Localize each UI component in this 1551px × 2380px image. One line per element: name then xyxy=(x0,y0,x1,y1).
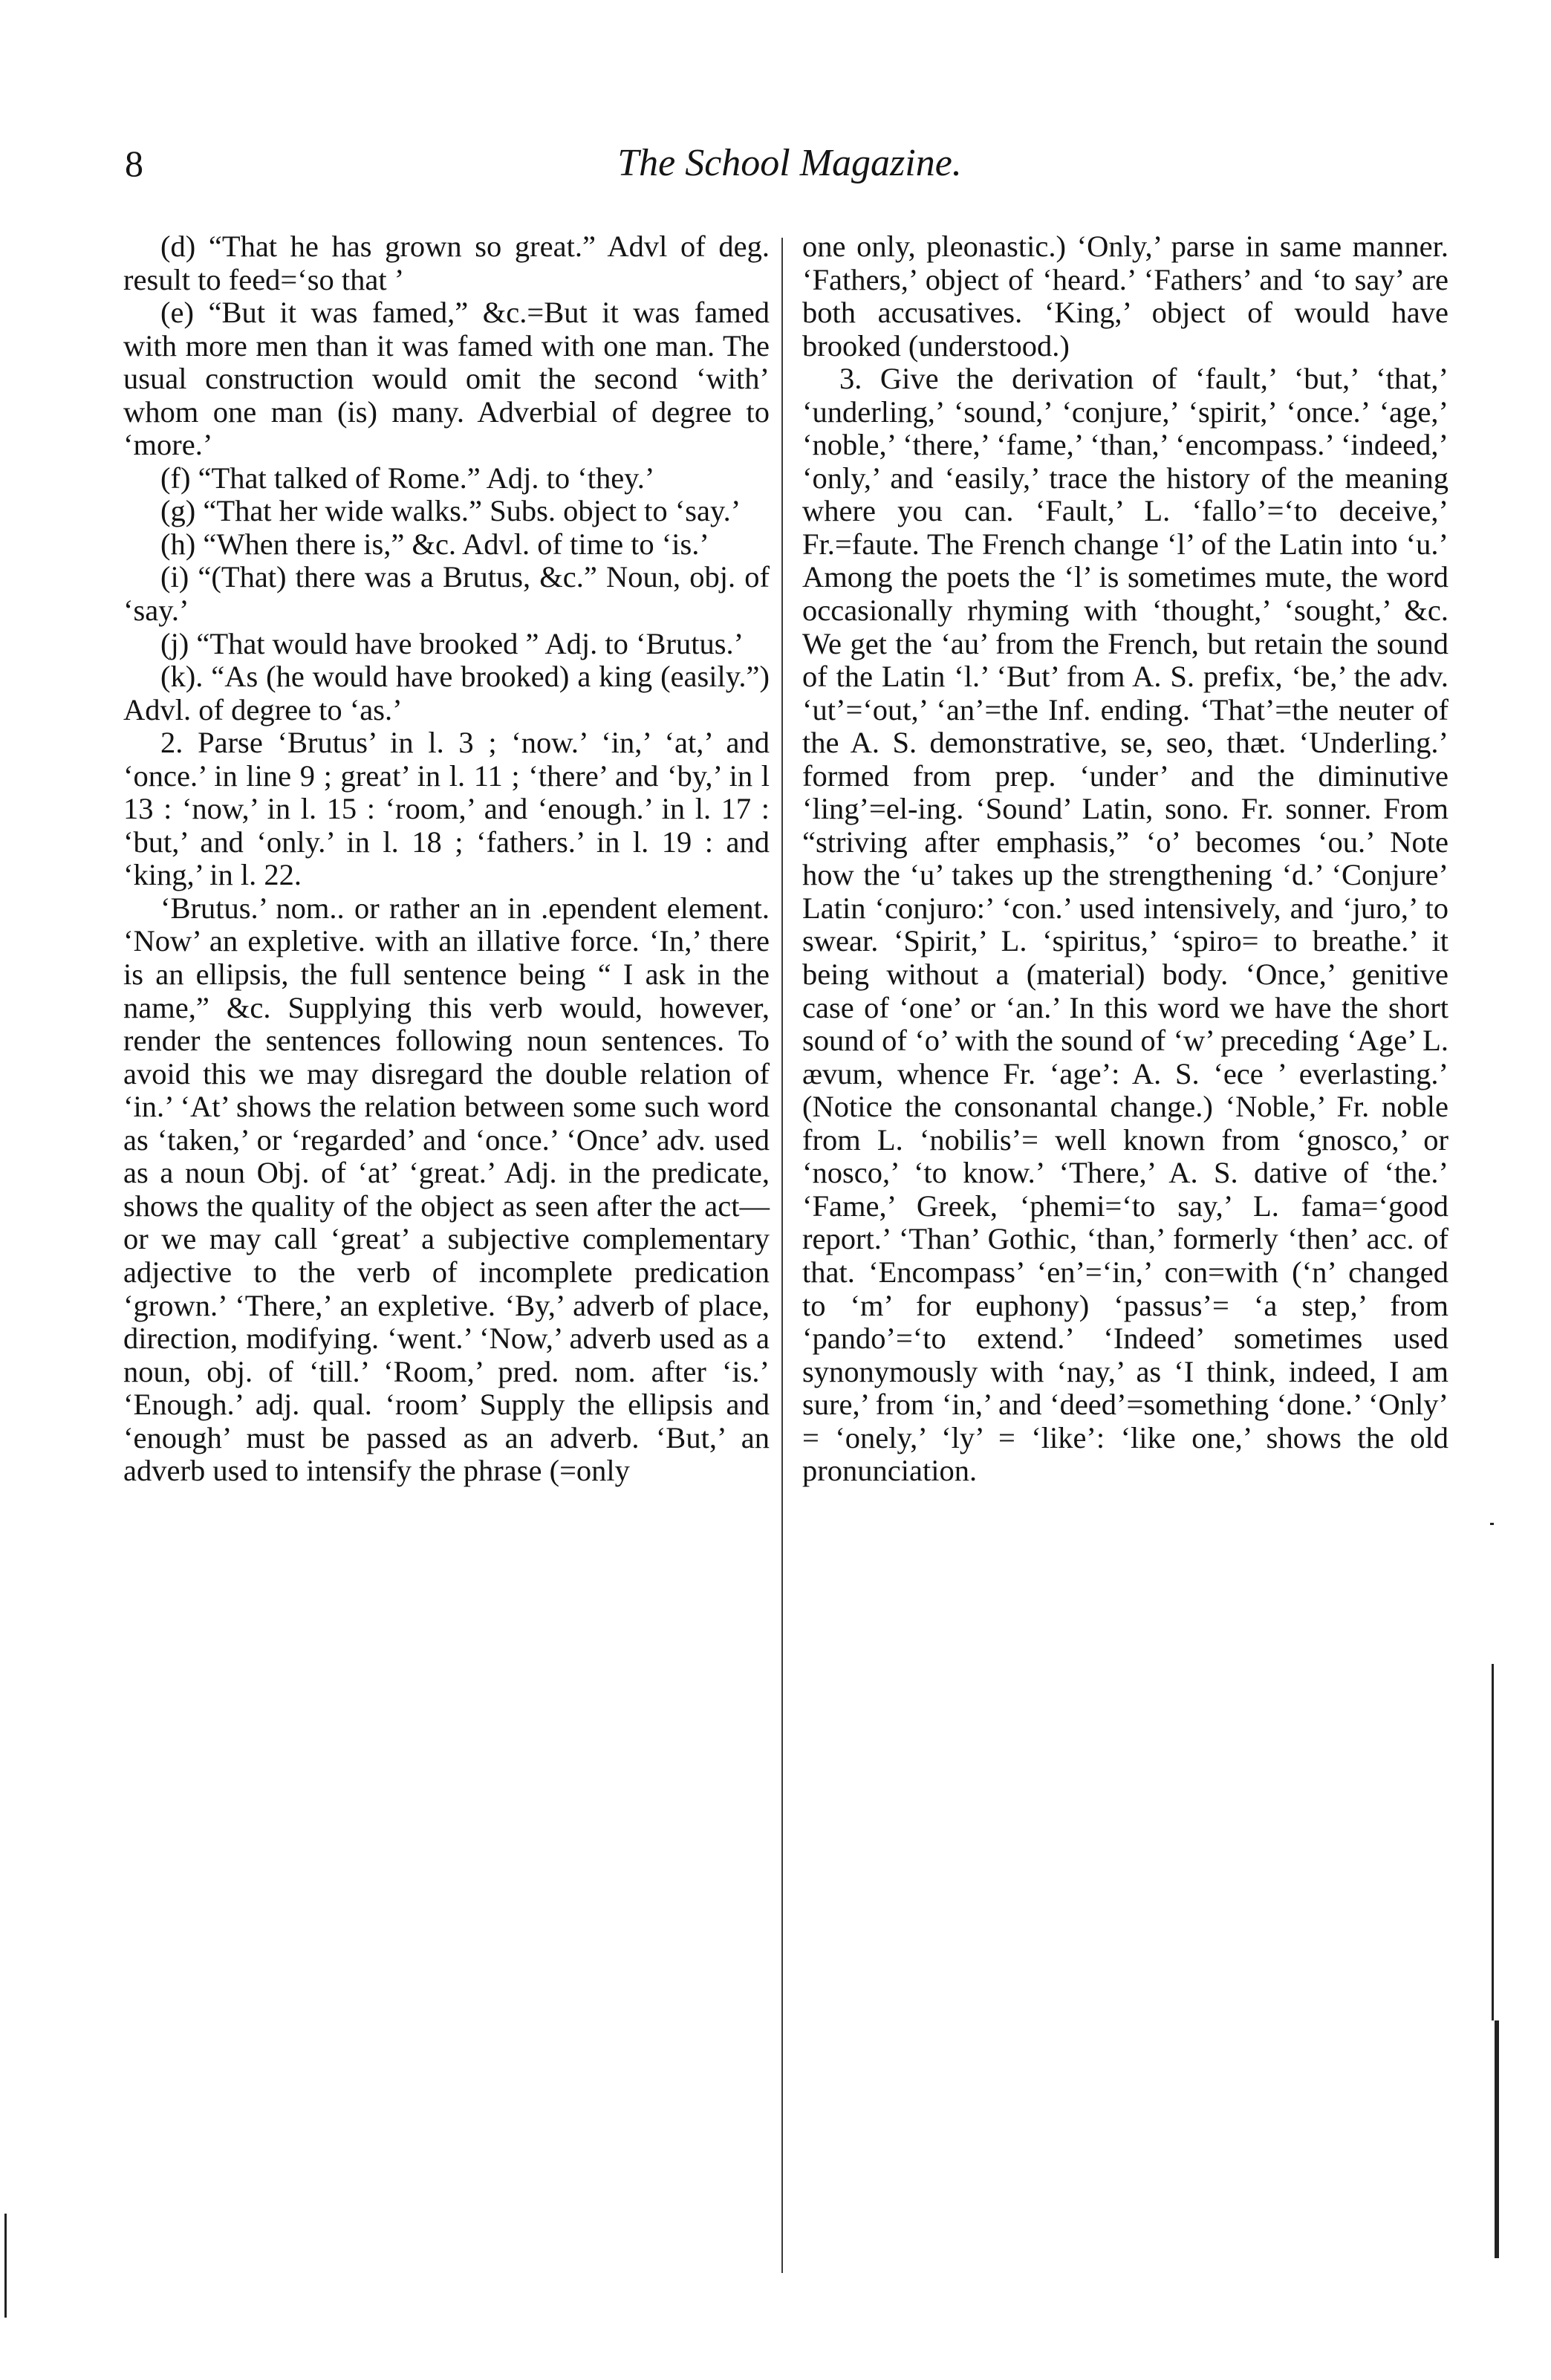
paragraph-g: (g) “That her wide walks.” Subs. object to ‘say.’ xyxy=(160,494,741,528)
paragraph-j: (j) “That would have brooked ” Adj. to ‘Brutus.’ xyxy=(160,626,744,660)
question-2: 2. Parse ‘Brutus’ in l. 3 ; ‘now.’ ‘in,’ ‘at,’ and ‘once.’ in line 9 ; great’ in l. 11 ; ‘there’ and ‘by,’ in l 13 : ‘now,’ in l. 15 : ‘room,’ and ‘enough.’ in l. 17 : ‘but,’ and ‘only.’ in l. 18 ; ‘fathers.’ in l. 19 : and ‘king,’ in l. 22. xyxy=(123,726,770,892)
column-divider xyxy=(781,238,783,2273)
page-title: The School Magazine. xyxy=(617,142,962,184)
paragraph-e: (e) “But it was famed,” &c.=But it was famed with more men than it was famed with one man. The usual construction would omit the second ‘with’ whom one man (is) many. Adverbial of degree to ‘more.’ xyxy=(123,296,770,462)
page-header xyxy=(125,141,1454,193)
page-number: 8 xyxy=(125,143,143,184)
left-column xyxy=(123,230,770,1488)
paragraph-f: (f) “That talked of Rome.” Adj. to ‘they.’ xyxy=(160,461,655,495)
question-3: 3. Give the derivation of ‘fault,’ ‘but,’ ‘that,’ ‘underling,’ ‘sound,’ ‘conjure,’ ‘spirit,’ ‘once.’ ‘age,’ ‘noble,’ ‘there,’ ‘fame,’ ‘than,’ ‘encompass.’ ‘indeed,’ ‘only,’ and ‘easily,’ trace the history of the meaning where you can. ‘Fault,’ L. ‘fallo’=‘to deceive,’ Fr.=faute. The French change ‘l’ of the Latin into ‘u.’ Among the poets the ‘l’ is sometimes mute, the word occasionally rhyming with ‘thought,’ ‘sought,’ &c. We get the ‘au’ from the French, but retain the sound of the Latin ‘l.’ ‘But’ from A. S. prefix, ‘be,’ the adv. ‘ut’=‘out,’ ‘an’=the Inf. ending. ‘That’=the neuter of the A. S. demonstrative, se, seo, thæt. ‘Underling.’ formed from prep. ‘under’ and the diminutive ‘ling’=el-ing. ‘Sound’ Latin, sono. Fr. sonner. From “striving after emphasis,” ‘o’ becomes ‘ou.’ Note how the ‘u’ takes up the strengthening ‘d.’ ‘Conjure’ Latin ‘conjuro:’ ‘con.’ used intensively, and ‘juro,’ to swear. ‘Spirit,’ L. ‘spiritus,’ ‘spiro= to breathe.’ it being without a (material) body. ‘Once,’ genitive case of ‘one’ or ‘an.’ In this word we have the short sound of ‘o’ with the sound of ‘w’ preceding ‘Age’ L. ævum, whence Fr. ‘age’: A. S. ‘ece ’ everlasting.’ (Notice the consonantal change.) ‘Noble,’ Fr. noble from L. ‘nobilis’= well known from ‘gnosco,’ or ‘nosco,’ ‘to know.’ ‘There,’ A. S. dative of ‘the.’ ‘Fame,’ Greek, ‘phemi=‘to say,’ L. fama=‘good report.’ ‘Than’ Gothic, ‘than,’ formerly ‘then’ acc. of that. ‘Encompass’ ‘en’=‘in,’ con=with (‘n’ changed to ‘m’ for euphony) ‘passus’= ‘a step,’ from ‘pando’=‘to extend.’ ‘Indeed’ sometimes used synonymously with ‘nay,’ as ‘I think, indeed, I am sure,’ from ‘in,’ and ‘deed’=something ‘done.’ ‘Only’ = ‘onely,’ ‘ly’ = ‘like’: ‘like one,’ shows the old pronunciation. xyxy=(802,362,1448,1488)
answer-2: ‘Brutus.’ nom.. or rather an in .ependent element. ‘Now’ an expletive. with an illative force. ‘In,’ there is an ellipsis, the full sentence being “ I ask in the name,” &c. Supplying this verb would, however, render the sentences following noun sentences. To avoid this we may disregard the double relation of ‘in.’ ‘At’ shows the relation between some such word as ‘taken,’ or ‘regarded’ and ‘once.’ ‘Once’ adv. used as a noun Obj. of ‘at’ ‘great.’ Adj. in the predicate, shows the quality of the object as seen after the act—or we may call ‘great’ a subjective complementary adjective to the verb of incomplete predication ‘grown.’ ‘There,’ an expletive. ‘By,’ adverb of place, direction, modifying. ‘went.’ ‘Now,’ adverb used as a noun, obj. of ‘till.’ ‘Room,’ pred. nom. after ‘is.’ ‘Enough.’ adj. qual. ‘room’ Supply the ellipsis and ‘enough’ must be passed as an adverb. ‘But,’ an adverb used to intensify the phrase (=only xyxy=(123,891,770,1488)
right-column xyxy=(802,230,1448,1488)
paragraph-k: (k). “As (he would have brooked) a king (easily.”) Advl. of degree to ‘as.’ xyxy=(123,660,770,726)
answer-2-continued: one only, pleonastic.) ‘Only,’ parse in same manner. ‘Fathers,’ object of ‘heard.’ ‘Fathers’ and ‘to say’ are both accusatives. ‘King,’ object of would have brooked (understood.) xyxy=(802,230,1448,362)
paragraph-i: (i) “(That) there was a Brutus, &c.” Noun, obj. of ‘say.’ xyxy=(123,560,770,628)
paragraph-d: (d) “That he has grown so great.” Advl of deg. result to feed=‘so that ’ xyxy=(123,230,770,296)
paragraph-h: (h) “When there is,” &c. Advl. of time to ‘is.’ xyxy=(160,527,709,561)
